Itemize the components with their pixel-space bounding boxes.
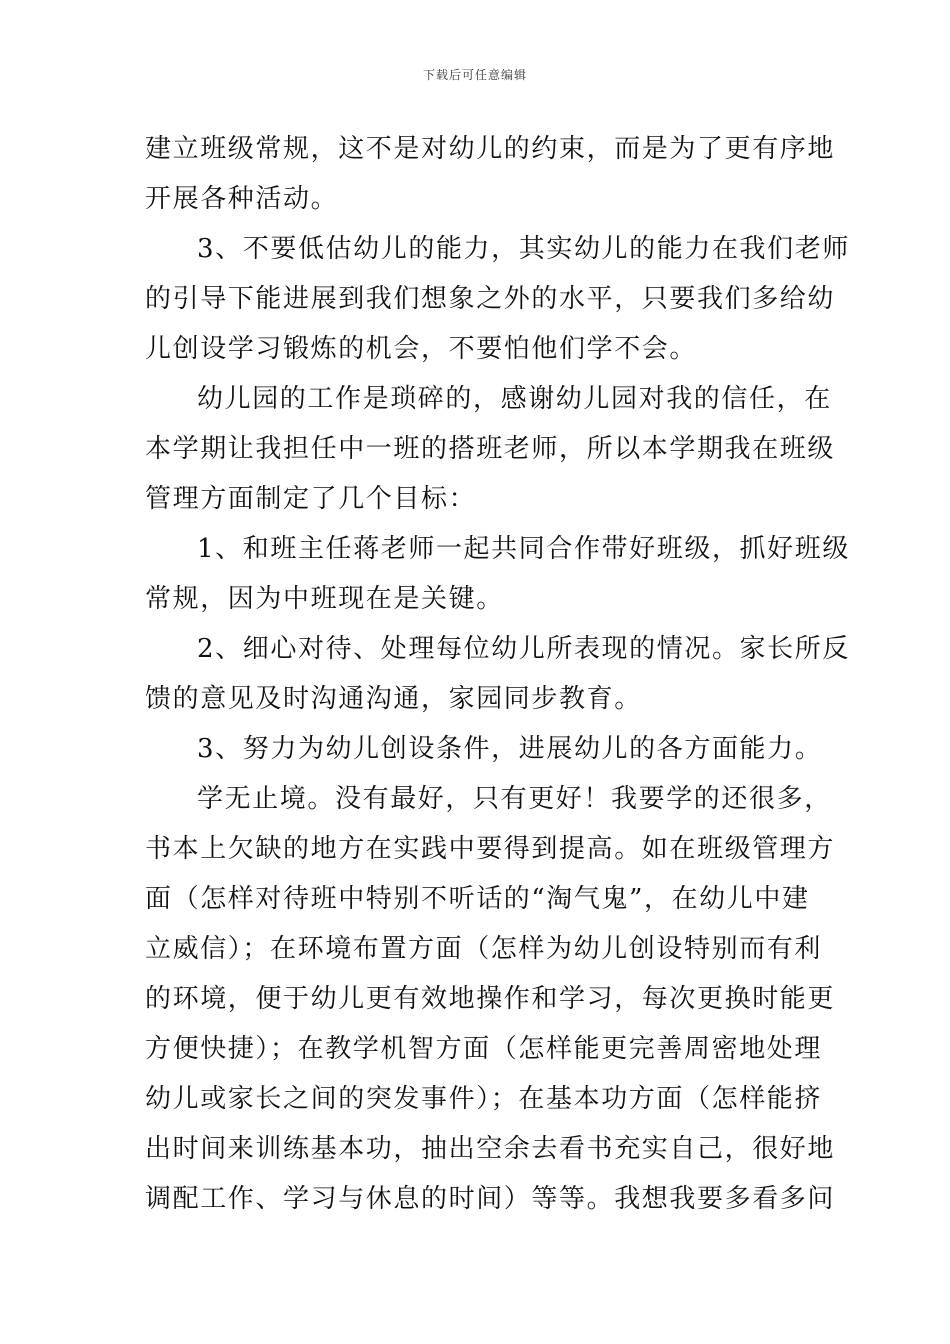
text-line: 馈的意见及时沟通沟通，家园同步教育。 bbox=[145, 684, 642, 714]
text-line: 幼儿或家长之间的突发事件）；在基本功方面（怎样能挤 bbox=[145, 1084, 823, 1114]
text-line: 管理方面制定了几个目标： bbox=[145, 484, 477, 514]
page-header: 下载后可任意编辑 bbox=[422, 68, 527, 82]
text-line: 方便快捷）；在教学机智方面（怎样能更完善周密地处理 bbox=[145, 1034, 823, 1064]
text-line: 1、和班主任蒋老师一起共同合作带好班级，抓好班级 bbox=[197, 534, 850, 564]
text-line: 立威信）；在环境布置方面（怎样为幼儿创设特别而有利 bbox=[145, 934, 823, 964]
text-line: 儿创设学习锻炼的机会，不要怕他们学不会。 bbox=[145, 334, 698, 364]
text-line: 书本上欠缺的地方在实践中要得到提高。如在班级管理方 bbox=[145, 834, 836, 864]
text-line: 面（怎样对待班中特别不听话的“淘气鬼”，在幼儿中建 bbox=[145, 884, 810, 914]
text-line: 调配工作、学习与休息的时间）等等。我想我要多看多问 bbox=[145, 1184, 836, 1214]
text-line: 3、不要低估幼儿的能力，其实幼儿的能力在我们老师 bbox=[197, 234, 850, 264]
text-line: 3、努力为幼儿创设条件，进展幼儿的各方面能力。 bbox=[197, 734, 823, 764]
text-line: 的环境，便于幼儿更有效地操作和学习，每次更换时能更 bbox=[145, 984, 836, 1014]
text-line: 建立班级常规，这不是对幼儿的约束，而是为了更有序地 bbox=[145, 134, 836, 164]
text-line: 2、细心对待、处理每位幼儿所表现的情况。家长所反 bbox=[197, 634, 850, 664]
text-line: 常规，因为中班现在是关键。 bbox=[145, 584, 504, 614]
text-line: 本学期让我担任中一班的搭班老师，所以本学期我在班级 bbox=[145, 434, 836, 464]
document-body bbox=[145, 124, 850, 1224]
text-line: 学无止境。没有最好，只有更好！我要学的还很多， bbox=[197, 784, 832, 814]
text-line: 幼儿园的工作是琐碎的，感谢幼儿园对我的信任，在 bbox=[197, 384, 832, 414]
text-line: 开展各种活动。 bbox=[145, 184, 339, 214]
text-line: 的引导下能进展到我们想象之外的水平，只要我们多给幼 bbox=[145, 284, 836, 314]
text-line: 出时间来训练基本功，抽出空余去看书充实自己，很好地 bbox=[145, 1134, 836, 1164]
